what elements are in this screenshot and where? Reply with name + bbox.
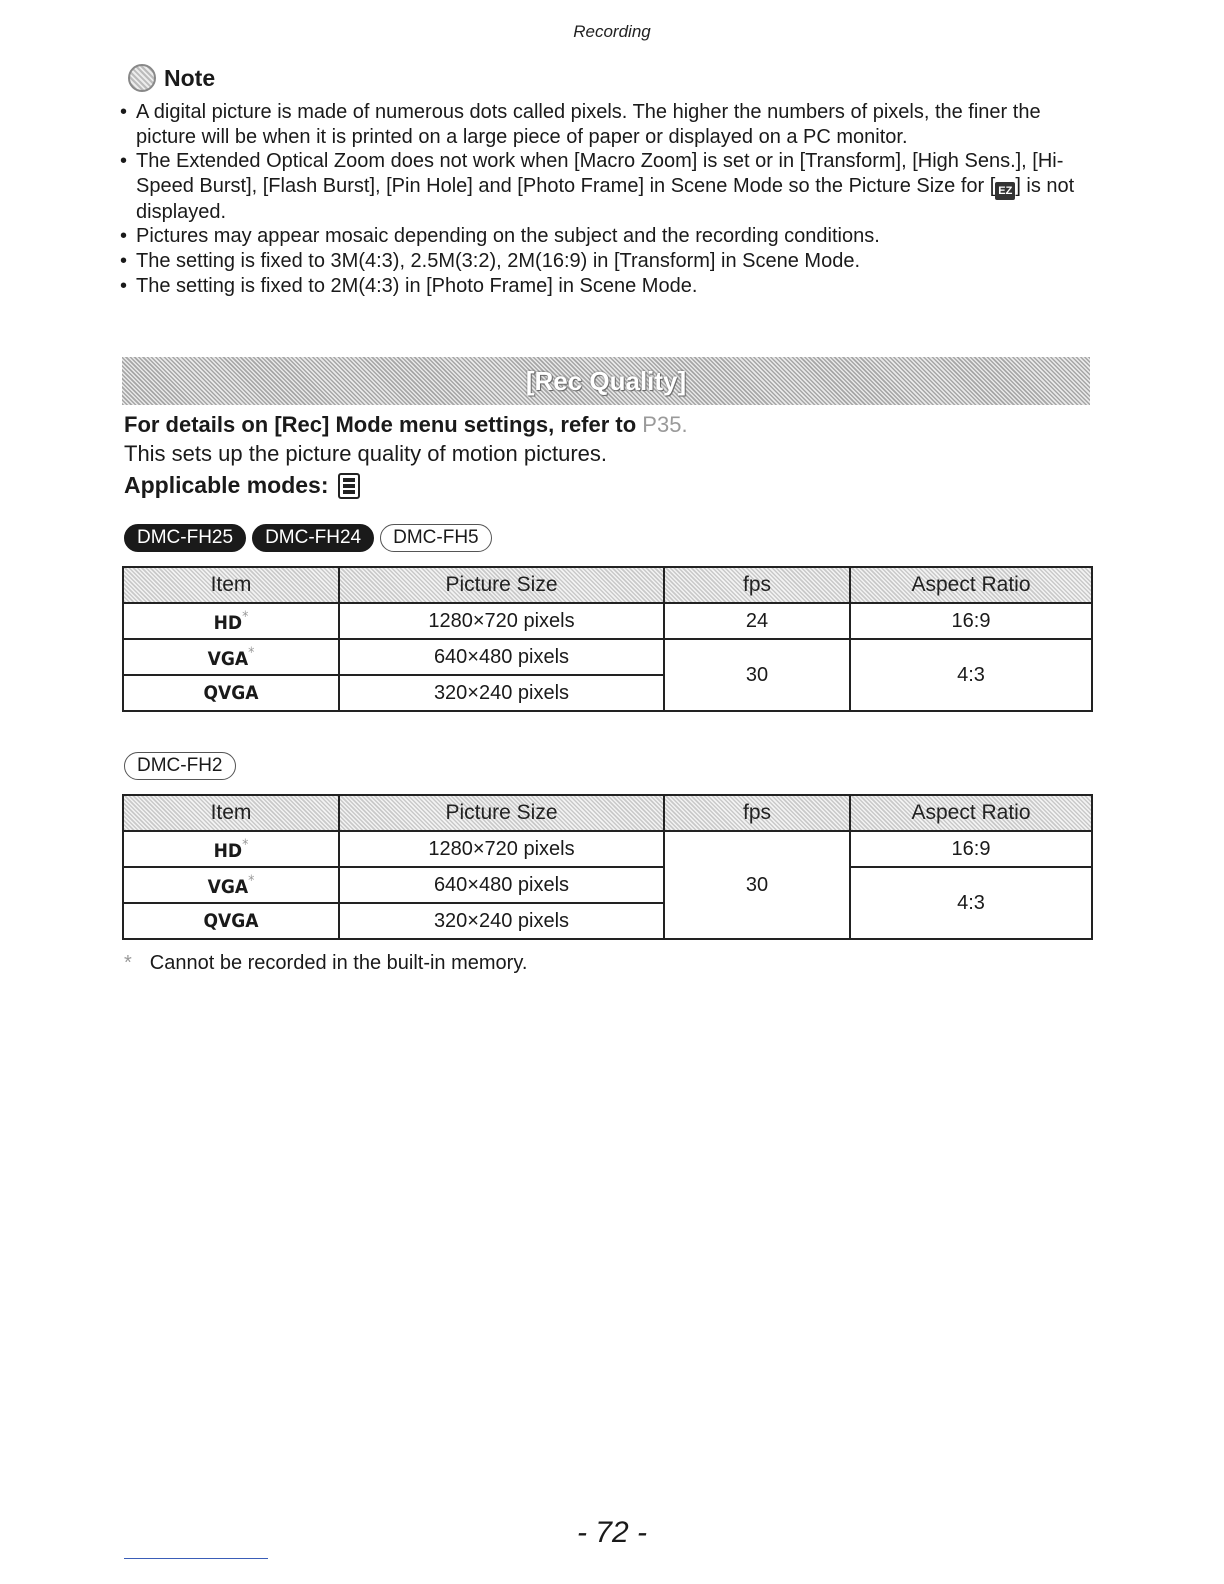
motion-picture-mode-icon	[338, 473, 360, 499]
asterisk-mark: *	[242, 836, 249, 853]
col-header-fps: fps	[664, 567, 850, 603]
note-item: • The setting is fixed to 2M(4:3) in [Photo Frame] in Scene Mode.	[114, 274, 1094, 299]
table-row	[123, 639, 1092, 675]
note-heading	[128, 64, 215, 92]
note-item	[114, 149, 1094, 224]
applicable-modes-label: Applicable modes:	[124, 472, 329, 498]
model-badge: DMC-FH25	[124, 524, 246, 552]
banner-title: [Rec Quality]	[525, 365, 687, 396]
page-rule	[124, 1558, 268, 1559]
col-header-picture-size: Picture Size	[339, 567, 664, 603]
section-banner	[122, 357, 1090, 405]
cell-item: QVGA	[123, 675, 339, 711]
note-icon	[128, 64, 156, 92]
rec-quality-table-1	[122, 566, 1093, 712]
cell-picture-size: 1280×720 pixels	[339, 603, 664, 639]
table-row	[123, 831, 1092, 867]
table-header-row	[123, 795, 1092, 831]
cell-aspect-ratio: 4:3	[850, 639, 1092, 711]
details-line	[124, 412, 688, 438]
cell-picture-size: 640×480 pixels	[339, 867, 664, 903]
note-title: Note	[164, 64, 216, 91]
note-list	[114, 100, 1094, 298]
cell-item: HD*	[123, 831, 339, 867]
page-reference-link[interactable]: P35.	[642, 412, 688, 437]
cell-fps: 30	[664, 639, 850, 711]
extended-zoom-icon: EZ	[995, 182, 1015, 200]
note-item-text: The Extended Optical Zoom does not work when [Macro Zoom] is set or in [Transform], [High Sens.], [Hi-Speed Burst], [Flash Burst], [Pin Hole] and [Photo Frame] in Scene Mode so the Picture Size for [	[136, 150, 1064, 197]
rec-quality-table-2	[122, 794, 1093, 940]
section-header: Recording	[573, 22, 651, 41]
cell-item: QVGA	[123, 903, 339, 939]
cell-picture-size: 320×240 pixels	[339, 903, 664, 939]
model-badge: DMC-FH24	[252, 524, 374, 552]
cell-item: HD*	[123, 603, 339, 639]
model-badge: DMC-FH2	[124, 752, 236, 780]
model-badge: DMC-FH5	[380, 524, 492, 552]
table-row	[123, 603, 1092, 639]
cell-aspect-ratio: 4:3	[850, 867, 1092, 939]
cell-fps: 24	[664, 603, 850, 639]
note-item: • The setting is fixed to 3M(4:3), 2.5M(3:2), 2M(16:9) in [Transform] in Scene Mode.	[114, 249, 1094, 274]
cell-picture-size: 1280×720 pixels	[339, 831, 664, 867]
cell-picture-size: 640×480 pixels	[339, 639, 664, 675]
cell-fps: 30	[664, 831, 850, 939]
col-header-item: Item	[123, 567, 339, 603]
footnote-text: Cannot be recorded in the built-in memory.	[149, 952, 528, 974]
details-text: For details on [Rec] Mode menu settings, refer to	[124, 412, 643, 437]
table-row	[123, 867, 1092, 903]
cell-aspect-ratio: 16:9	[850, 603, 1092, 639]
cell-item: VGA*	[123, 639, 339, 675]
asterisk-mark: *	[124, 952, 132, 974]
asterisk-mark: *	[248, 644, 255, 661]
col-header-aspect-ratio: Aspect Ratio	[850, 567, 1092, 603]
col-header-item: Item	[123, 795, 339, 831]
model-badges-1	[124, 524, 492, 552]
note-item: • Pictures may appear mosaic depending on the subject and the recording conditions.	[114, 224, 1094, 249]
asterisk-mark: *	[248, 872, 255, 889]
cell-item: VGA*	[123, 867, 339, 903]
cell-aspect-ratio: 16:9	[850, 831, 1092, 867]
table-header-row	[123, 567, 1092, 603]
col-header-aspect-ratio: Aspect Ratio	[850, 795, 1092, 831]
cell-picture-size: 320×240 pixels	[339, 675, 664, 711]
footnote	[124, 952, 527, 975]
model-badges-2	[124, 752, 236, 780]
page-number: - 72 -	[576, 1516, 648, 1549]
col-header-fps: fps	[664, 795, 850, 831]
description: This sets up the picture quality of motion pictures.	[124, 441, 608, 466]
col-header-picture-size: Picture Size	[339, 795, 664, 831]
note-item-suffix: ] is not displayed.	[136, 174, 1075, 223]
asterisk-mark: *	[242, 608, 249, 625]
note-item: • A digital picture is made of numerous dots called pixels. The higher the numbers of pixels, the finer the picture will be when it is printed on a large piece of paper or displayed on a PC monitor.	[114, 100, 1094, 149]
applicable-modes	[124, 472, 360, 499]
